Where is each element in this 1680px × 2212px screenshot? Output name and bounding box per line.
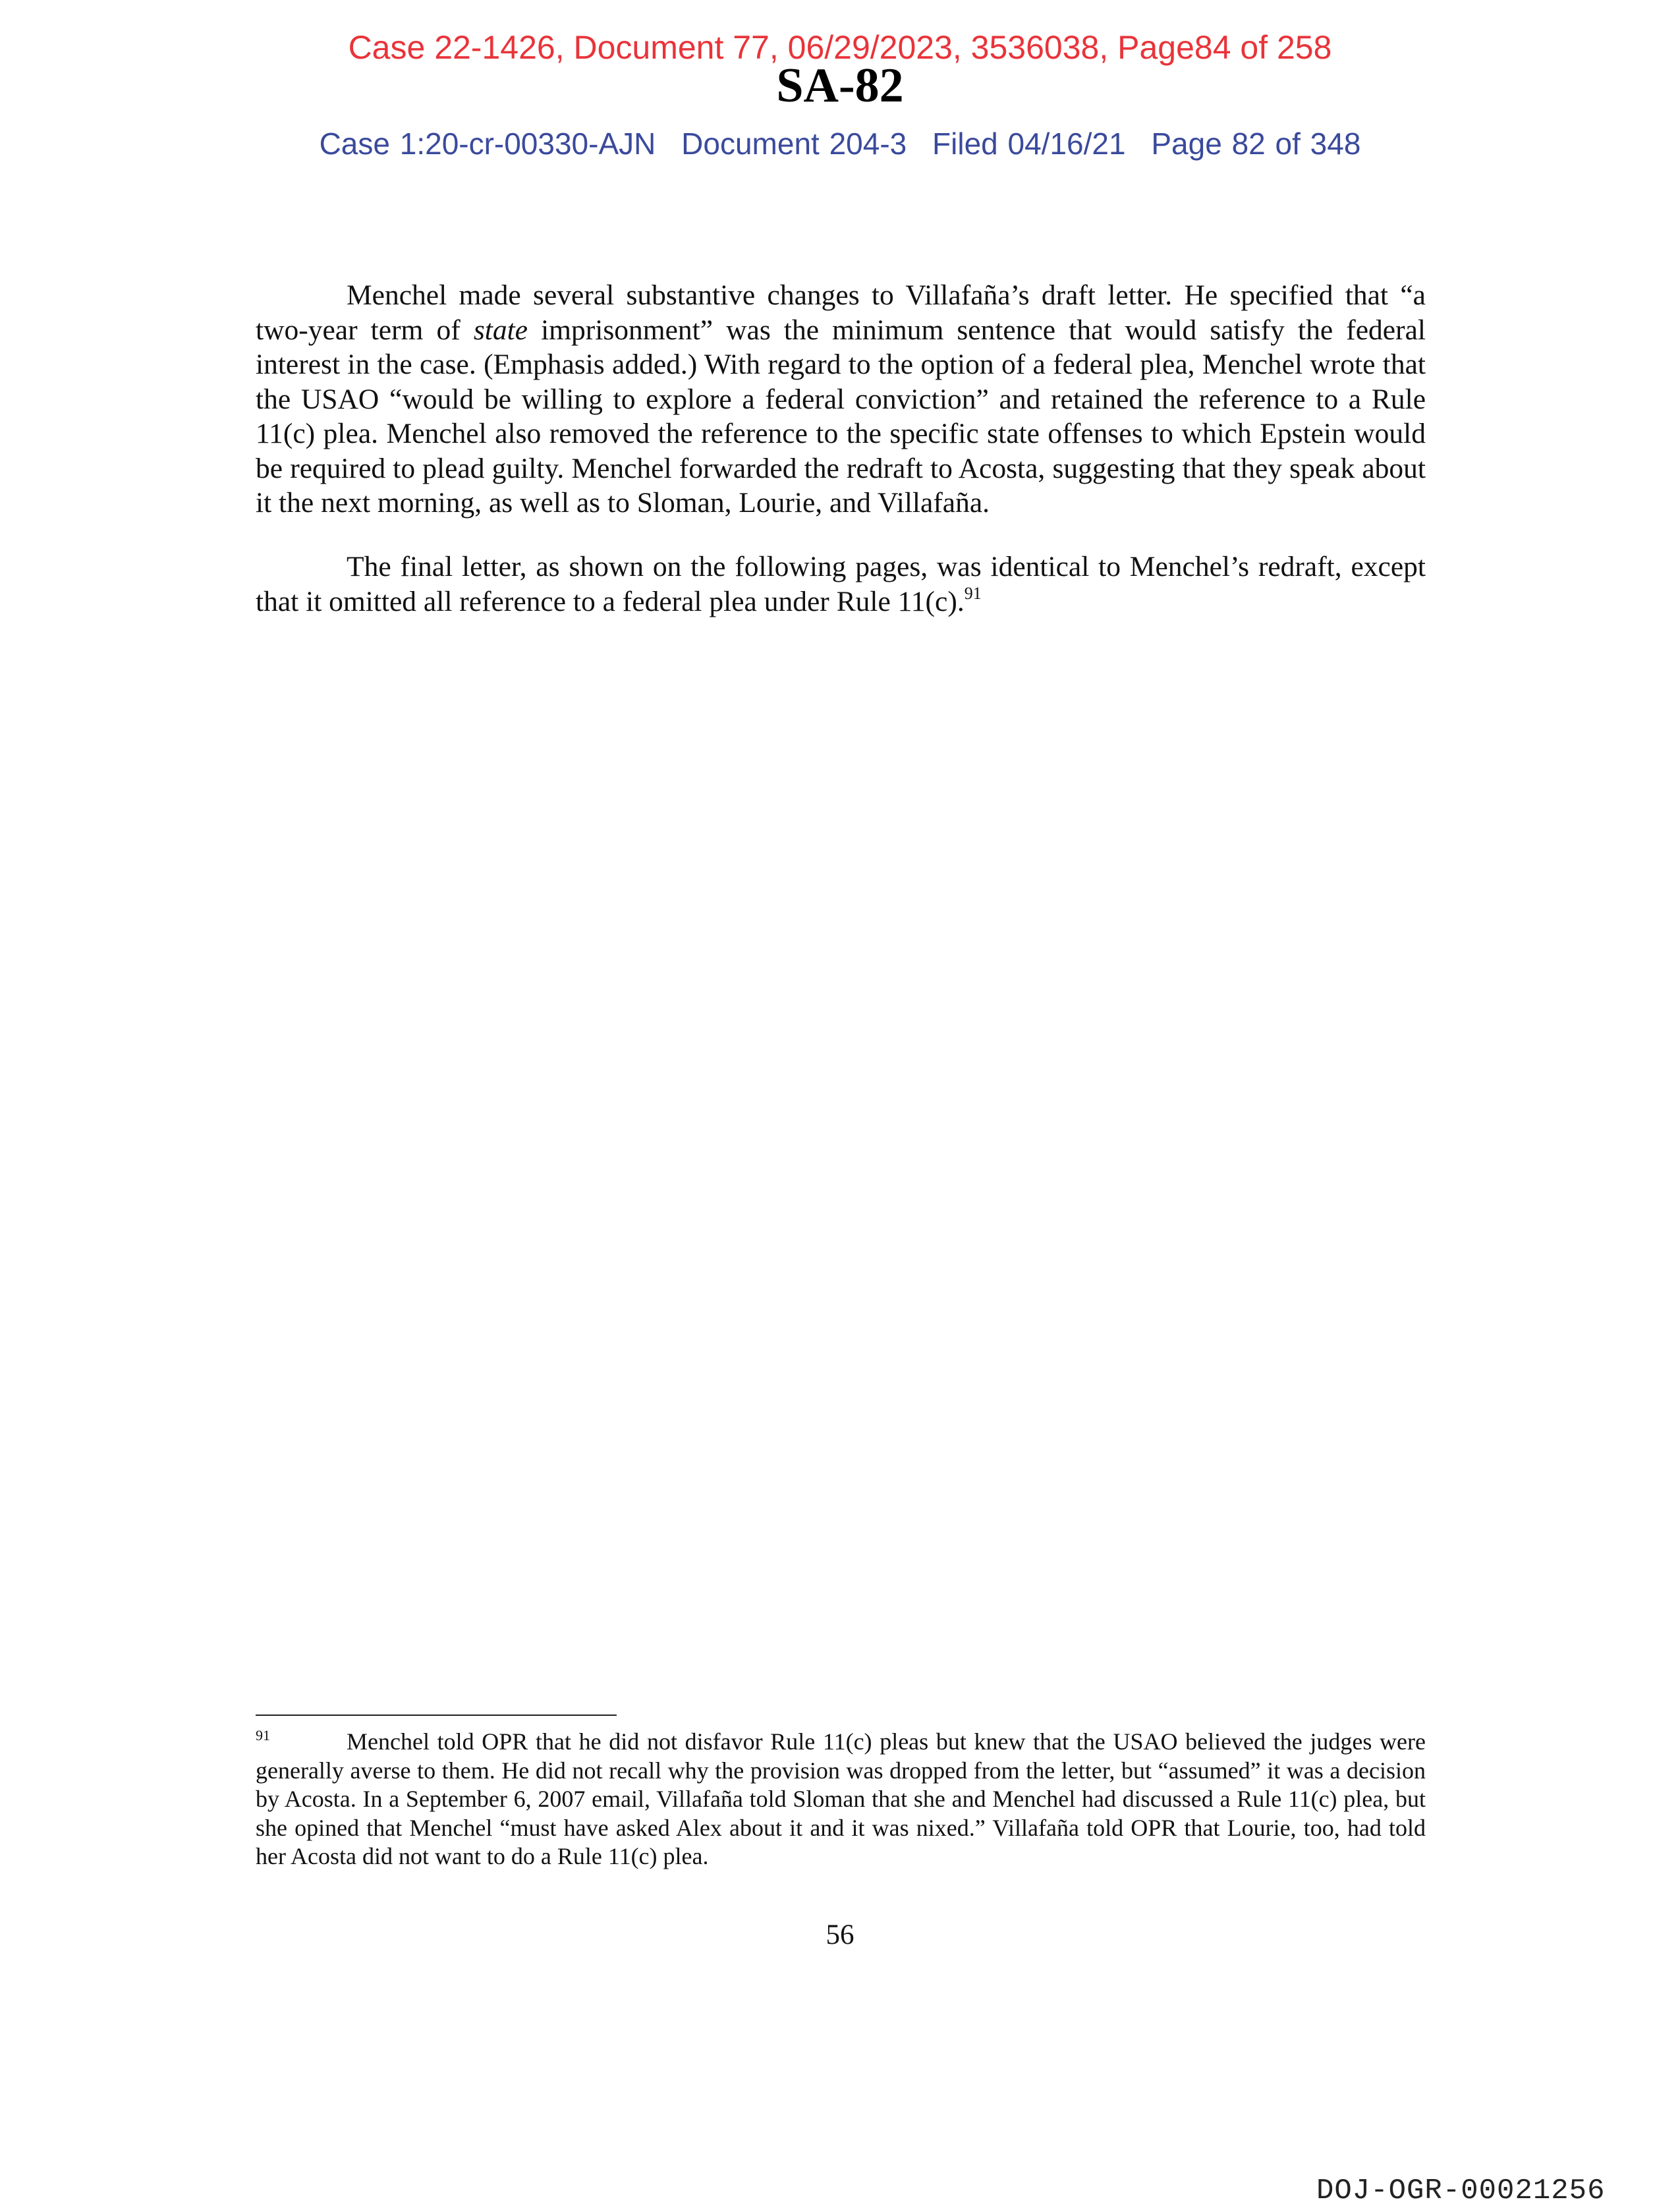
paragraph-text: imprisonment” was the minimum sentence that would satisfy the federal interest in the case. (Emphasis added.) With regard to the option of a federal plea, Menchel wrote that the USAO “would be willing to explore a federal conviction” and retained the reference to a Rule 11(c) plea. Menchel also removed the reference to the specific state offenses to which Epstein would be required to plead guilty. Menchel forwarded the redraft to Acosta, suggesting that they speak about it the next morning, as well as to Sloman, Lourie, and Villafaña. — [256, 314, 1426, 519]
sa-page-label: SA-82 — [776, 59, 904, 113]
paragraph-text: The final letter, as shown on the following pages, was identical to Menchel’s redraft, except that it omitted all reference to a federal plea under Rule 11(c). — [256, 551, 1426, 617]
footnote-separator — [256, 1715, 617, 1716]
district-document-number: Document 204-3 — [681, 127, 907, 161]
footnote-text: Menchel told OPR that he did not disfavor Rule 11(c) pleas but knew that the USAO believed the judges were generally averse to them. He did not recall why the provision was dropped from the letter, but “assumed” it was a decision by Acosta. In a September 6, 2007 email, Villafaña told Sloman that she and Menchel had discussed a Rule 11(c) plea, but she opined that Menchel “must have asked Alex about it and it was nixed.” Villafaña told OPR that Lourie, too, had told her Acosta did not want to do a Rule 11(c) plea. — [256, 1728, 1426, 1869]
footnote-91: 91 Menchel told OPR that he did not disfavor Rule 11(c) pleas but knew that the USAO believed the judges were generally averse to them. He did not recall why the provision was dropped from the letter, but “assumed” it was a decision by Acosta. In a September 6, 2007 email, Villafaña told Sloman that she and Menchel had discussed a Rule 11(c) plea, but she opined that Menchel “must have asked Alex about it and it was nixed.” Villafaña told OPR that Lourie, too, had told her Acosta did not want to do a Rule 11(c) plea. — [256, 1727, 1426, 1869]
appellate-case-stamp: Case 22-1426, Document 77, 06/29/2023, 3536038, Page84 of 258 — [348, 29, 1332, 66]
paragraph-text: Menchel made several substantive changes to Villafaña’s draft letter. He specified that “a two-year term of — [256, 279, 1426, 346]
body-paragraph-2 — [256, 550, 1426, 619]
district-filed-date: Filed 04/16/21 — [932, 127, 1126, 161]
emphasis-text: state — [473, 314, 528, 346]
page-number: 56 — [826, 1919, 854, 1950]
bates-number: DOJ-OGR-00021256 — [1316, 2174, 1606, 2207]
district-case-stamp — [0, 125, 1680, 162]
district-case-number: Case 1:20-cr-00330-AJN — [319, 127, 656, 161]
body-paragraph-1 — [256, 278, 1426, 521]
district-page-count: Page 82 of 348 — [1151, 127, 1361, 161]
footnote-reference: 91 — [964, 583, 982, 603]
